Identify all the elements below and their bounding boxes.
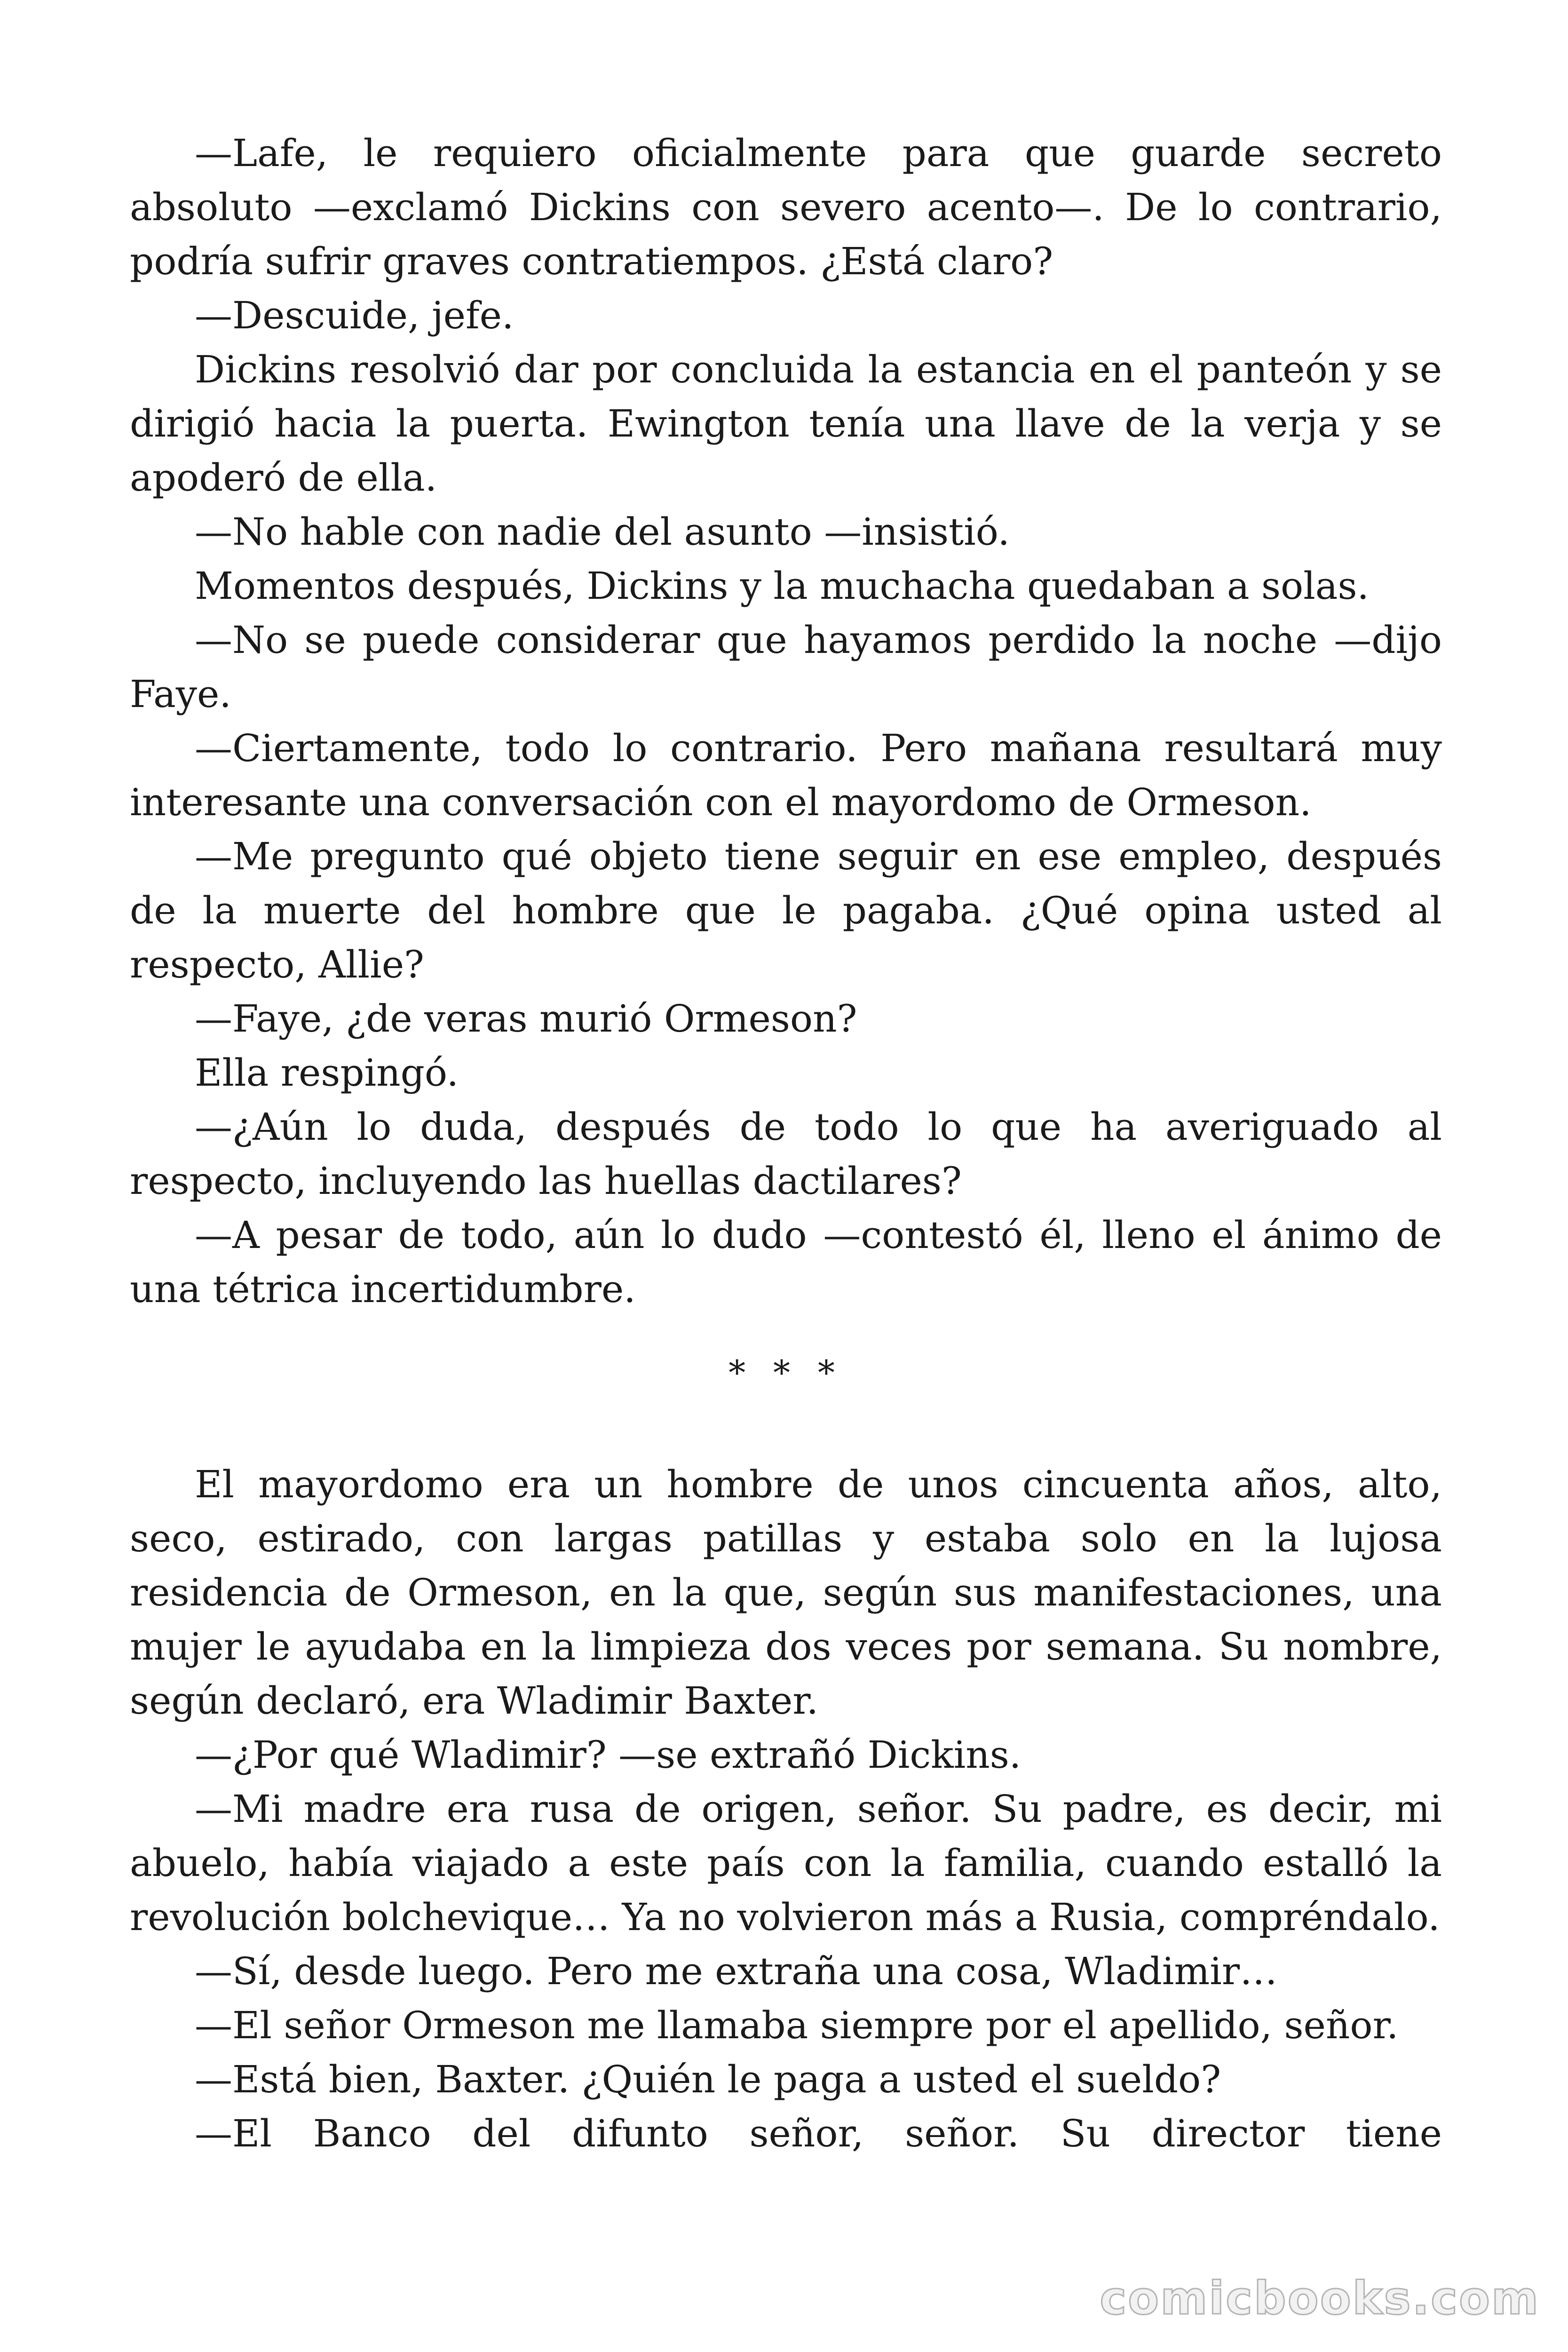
- paragraph: —Mi madre era rusa de origen, señor. Su padre, es decir, mi abuelo, había viajado a este país con la familia, cuando estalló la revolución bolchevique… Ya no volvieron más a Rusia, compréndalo.: [130, 1787, 1442, 1939]
- section-separator: * * *: [729, 1353, 843, 1392]
- paragraph: —¿Aún lo duda, después de todo lo que ha averiguado al respecto, incluyendo las huellas dactilares?: [130, 1105, 1442, 1203]
- paragraph: —Me pregunto qué objeto tiene seguir en ese empleo, después de la muerte del hombre que le pagaba. ¿Qué opina usted al respecto, Allie?: [130, 834, 1442, 986]
- paragraph: —El señor Ormeson me llamaba siempre por el apellido, señor.: [195, 2003, 1399, 2047]
- watermark-logo: comicbooks.com: [1100, 2272, 1540, 2325]
- text-section-two: [130, 1457, 1442, 2161]
- paragraph: Dickins resolvió dar por concluida la estancia en el panteón y se dirigió hacia la puerta. Ewington tenía una llave de la verja y se apoderó de ella.: [130, 348, 1442, 500]
- paragraph: —No se puede considerar que hayamos perdido la noche —dijo Faye.: [130, 618, 1442, 716]
- paragraph: Momentos después, Dickins y la muchacha quedaban a solas.: [195, 564, 1369, 608]
- paragraph: —¿Por qué Wladimir? —se extrañó Dickins.: [195, 1733, 1022, 1777]
- paragraph: —Descuide, jefe.: [195, 294, 514, 337]
- paragraph: —Sí, desde luego. Pero me extraña una cosa, Wladimir…: [195, 1949, 1278, 1993]
- paragraph: —No hable con nadie del asunto —insistió.: [195, 510, 1010, 554]
- paragraph: —Está bien, Baxter. ¿Quién le paga a usted el sueldo?: [195, 2058, 1221, 2101]
- paragraph: —Faye, ¿de veras murió Ormeson?: [195, 997, 857, 1041]
- paragraph: —Ciertamente, todo lo contrario. Pero mañana resultará muy interesante una conversación con el mayordomo de Ormeson.: [130, 726, 1442, 824]
- text-section-one: [130, 126, 1442, 1316]
- paragraph: El mayordomo era un hombre de unos cincuenta años, alto, seco, estirado, con largas patillas y estaba solo en la lujosa residencia de Ormeson, en la que, según sus manifestaciones, una mujer le ayudaba en la limpieza dos veces por semana. Su nombre, según declaró, era Wladimir Baxter.: [130, 1462, 1442, 1723]
- paragraph: —Lafe, le requiero oficialmente para que guarde secreto absoluto —exclamó Dickins con severo acento—. De lo contrario, podría sufrir graves contratiempos. ¿Está claro?: [130, 131, 1442, 283]
- paragraph: —A pesar de todo, aún lo dudo —contestó él, lleno el ánimo de una tétrica incertidumbre.: [130, 1213, 1442, 1311]
- paragraph: —El Banco del difunto señor, señor. Su director tiene: [195, 2112, 1442, 2155]
- paragraph: Ella respingó.: [195, 1051, 459, 1095]
